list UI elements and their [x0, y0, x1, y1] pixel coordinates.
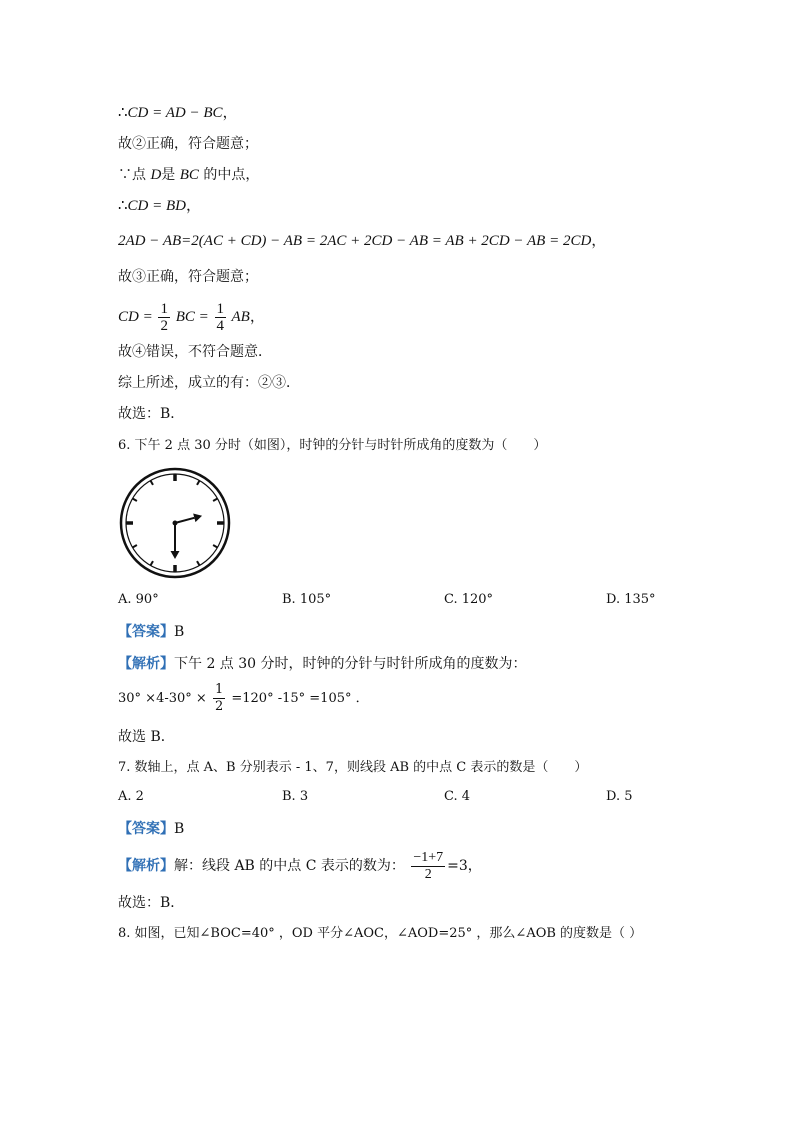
q7-option-d: D. 5 [606, 789, 633, 804]
question-8-stem: 8. 如图，已知∠BOC=40° ，OD 平分∠AOC，∠AOD=25° ，那么∠AOB 的度数是（ ） [118, 926, 643, 941]
clock-tick [213, 545, 217, 548]
clock-figure [118, 466, 232, 580]
solution-step-6: 故③正确，符合题意； [118, 269, 258, 285]
fraction-midpoint: $\frac{-1+7}{2}$ [413, 849, 444, 882]
question-6-stem: 6. 下午 2 点 30 分时（如图），时钟的分针与时针所成角的度数为（ ） [118, 438, 547, 453]
clock-tick [151, 561, 154, 565]
analysis-tag: 【解析】 [118, 656, 174, 672]
minute-hand-arrow [171, 551, 180, 559]
q7-option-c: C. 4 [444, 789, 471, 804]
q7-option-a: A. 2 [118, 789, 144, 804]
hour-hand-arrow [193, 513, 202, 522]
question-7-stem: 7. 数轴上，点 A、B 分别表示 - 1、7，则线段 AB 的中点 C 表示的数是（ ） [118, 760, 588, 775]
solution-step-4: ∴CD = BD， [118, 198, 202, 214]
q7-analysis: 【解析】解：线段 AB 的中点 C 表示的数为： $\frac{-1+7}{2}$ =3， [118, 849, 482, 882]
answer-tag: 【答案】 [118, 624, 174, 640]
solution-step-8: 故④错误，不符合题意． [118, 344, 272, 360]
clock-tick [133, 499, 137, 502]
answer-tag: 【答案】 [118, 821, 174, 837]
fraction-half: $\frac{1}{2}$ [160, 301, 168, 335]
q6-answer: 【答案】B [118, 624, 185, 640]
q6-option-c: C. 120° [444, 592, 494, 607]
clock-tick [151, 481, 154, 485]
q6-option-b: B. 105° [282, 592, 332, 607]
solution-step-9: 综上所述，成立的有：②③． [118, 375, 300, 391]
fraction-half: $\frac{1}{2}$ [214, 682, 224, 714]
q7-option-b: B. 3 [282, 789, 309, 804]
q6-analysis: 【解析】下午 2 点 30 分时，时钟的分针与时针所成角的度数为： [118, 656, 527, 672]
q6-option-a: A. 90° [118, 592, 159, 607]
q6-conclusion: 故选 B． [118, 729, 175, 745]
q7-answer: 【答案】B [118, 821, 185, 837]
solution-step-10: 故选：B． [118, 406, 185, 422]
analysis-tag: 【解析】 [118, 858, 174, 874]
solution-step-5: 2AD − AB=2(AC + CD) − AB = 2AC + 2CD − AB = AB + 2CD − AB = 2CD， [118, 233, 607, 249]
q7-conclusion: 故选：B． [118, 895, 185, 911]
clock-tick [197, 561, 200, 565]
fraction-quarter: $\frac{1}{4}$ [216, 301, 225, 335]
clock-tick [213, 499, 217, 502]
q6-calculation: 30° ×4-30° × $\frac{1}{2}$ =120° -15° =105° ． [118, 682, 369, 714]
q6-option-d: D. 135° [606, 592, 656, 607]
clock-tick [197, 481, 200, 485]
solution-step-7: CD = $\frac{1}{2}$ BC = $\frac{1}{4}$ AB， [118, 301, 265, 335]
solution-step-2: 故②正确，符合题意； [118, 136, 258, 152]
clock-center [173, 521, 178, 526]
clock-tick [133, 545, 137, 548]
solution-step-1: ∴CD = AD − BC， [118, 105, 238, 121]
hour-hand [175, 518, 194, 523]
solution-step-3: ∵点 D是 BC 的中点， [118, 167, 260, 183]
